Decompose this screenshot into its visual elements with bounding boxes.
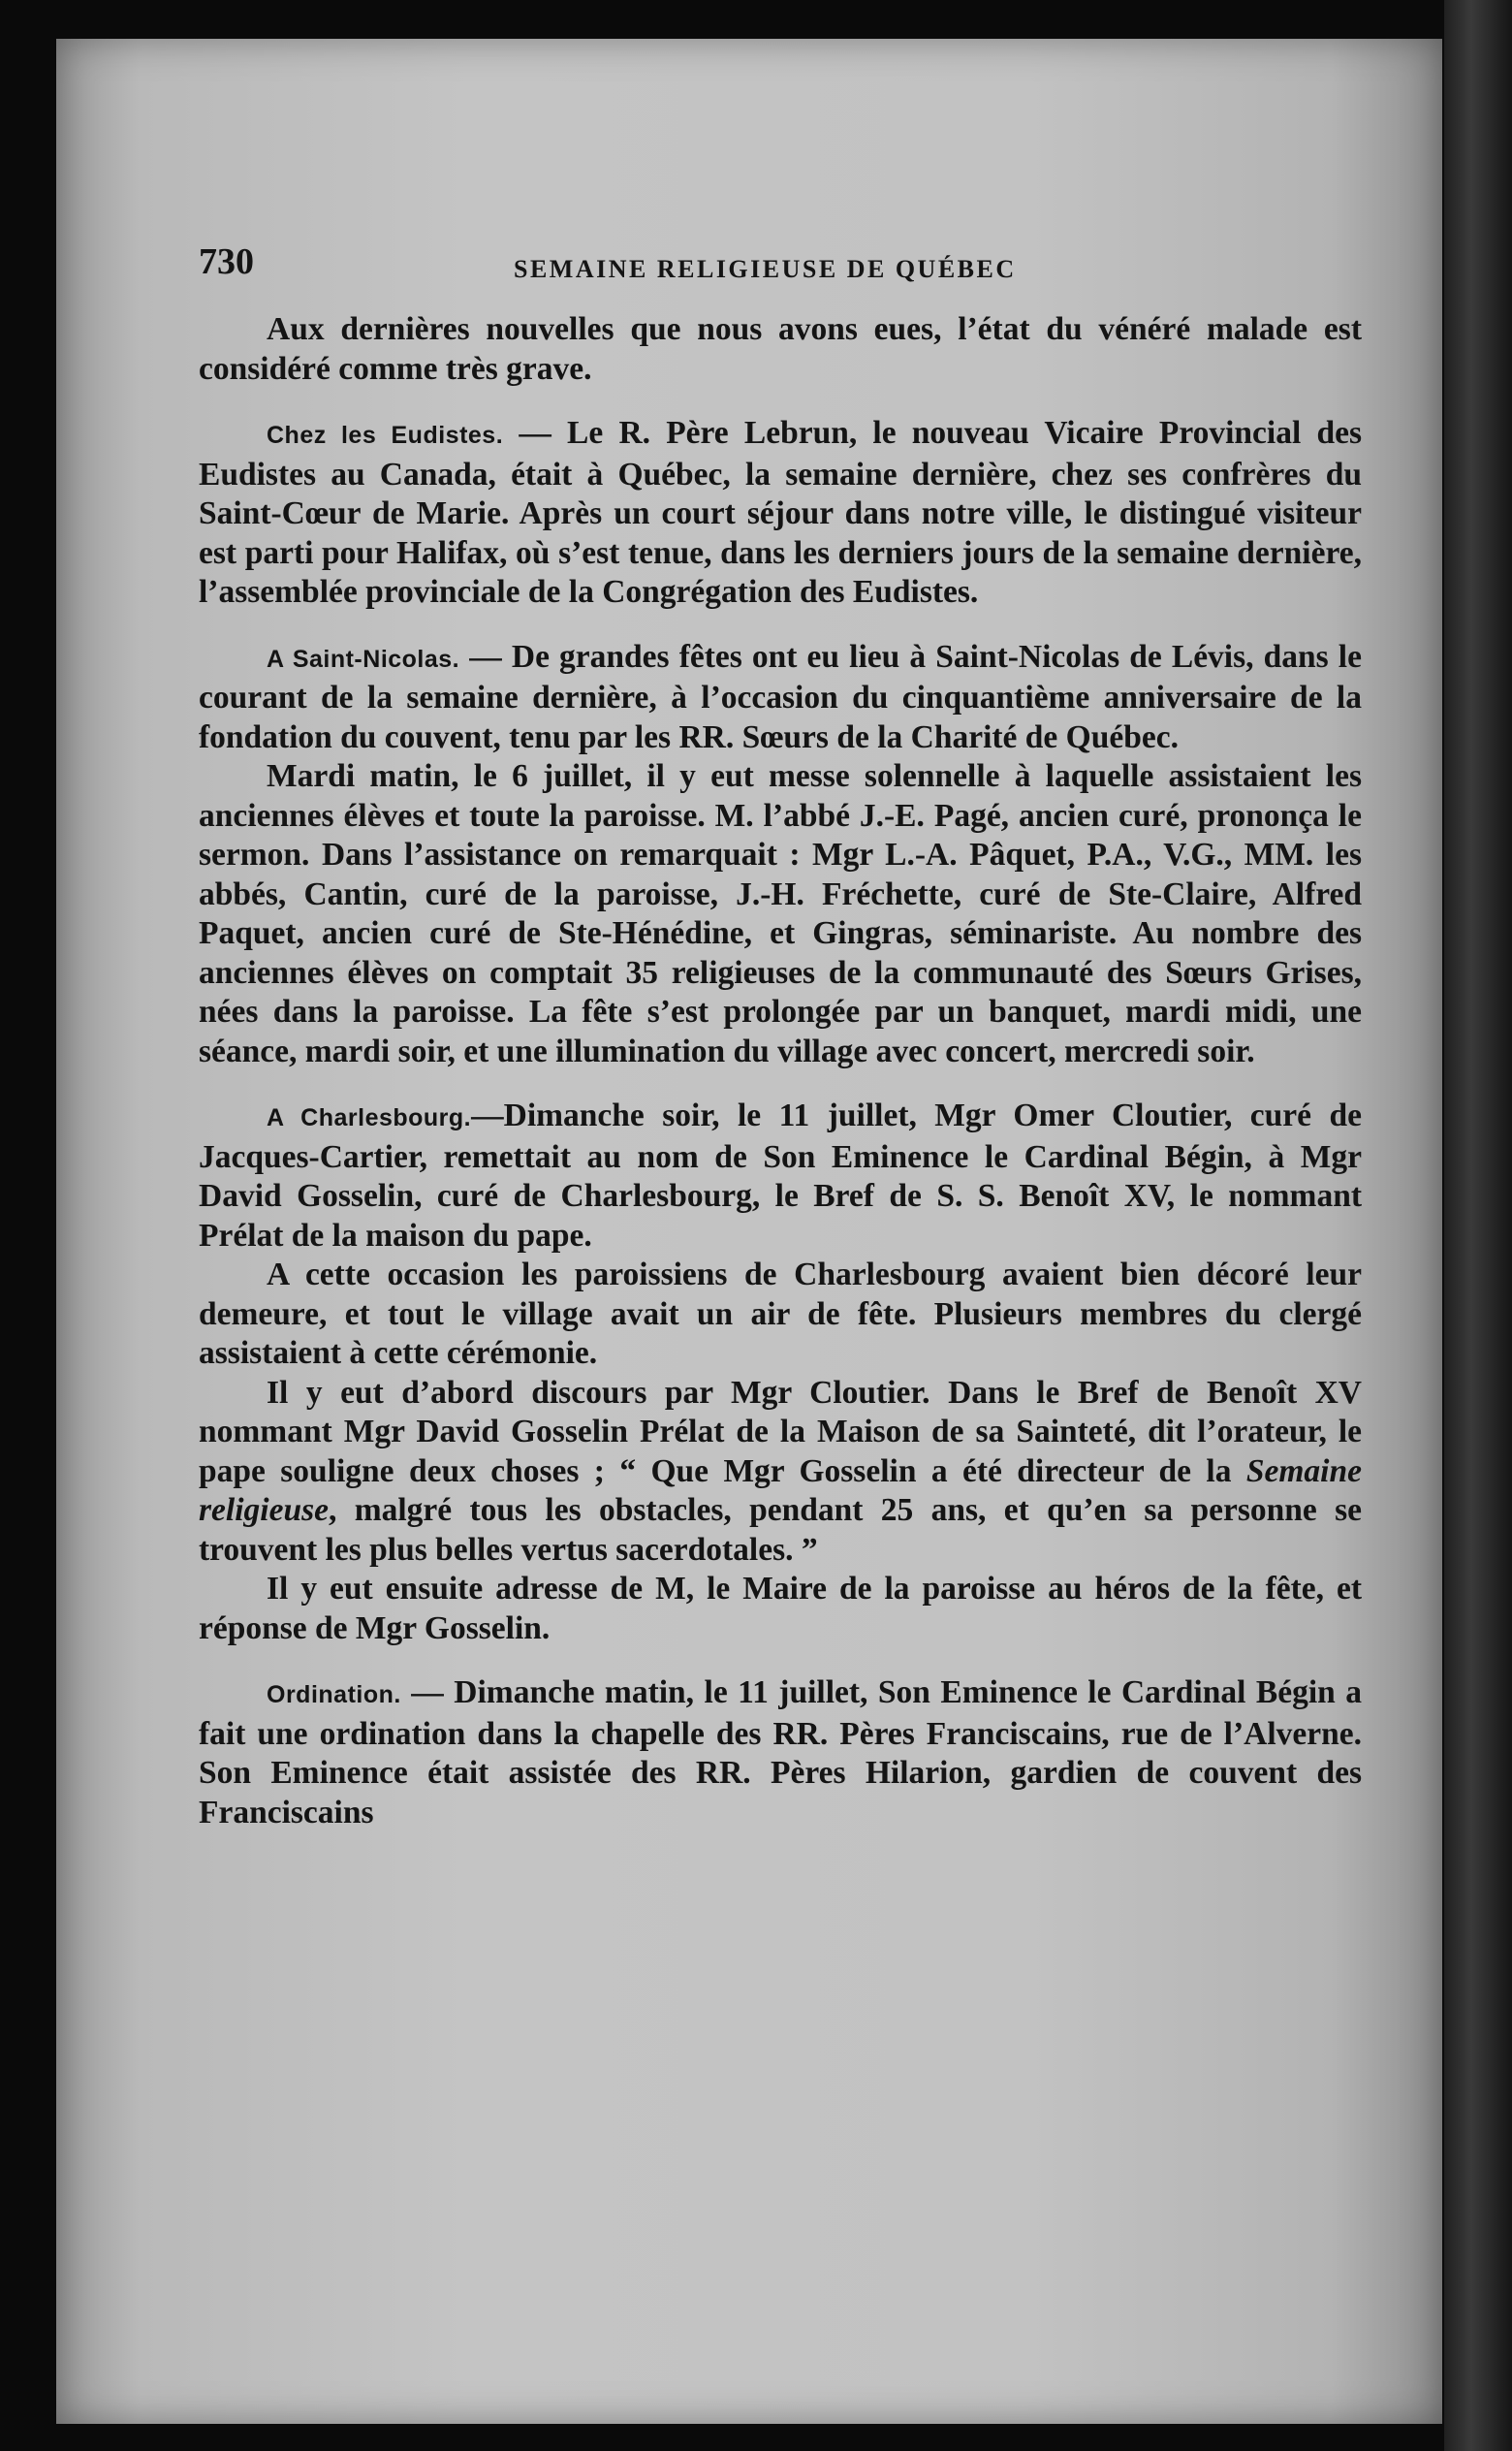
running-head xyxy=(199,242,1362,310)
saint-nicolas-heading: A Saint-Nicolas. xyxy=(267,645,460,673)
film-gutter xyxy=(1444,0,1512,2451)
page-number: 730 xyxy=(199,241,254,282)
charlesbourg-paragraph-2: A cette occasion les paroissiens de Charlesbourg avaient bien décoré leur demeure, et tout le village avait un air de fête. Plusieurs membres du clergé assistaient à cette cérémonie. xyxy=(199,1257,1362,1371)
eudistes-paragraph xyxy=(199,414,1362,613)
ordination-heading: Ordination. xyxy=(267,1681,401,1708)
charlesbourg-paragraph-4: Il y eut ensuite adresse de M, le Maire de la paroisse au héros de la fête, et réponse de Mgr Gosselin. xyxy=(199,1571,1362,1646)
intro-paragraph: Aux dernières nouvelles que nous avons eues, l’état du vénéré malade est considéré comme très grave. xyxy=(199,311,1362,387)
eudistes-heading: Chez les Eudistes. xyxy=(267,422,504,449)
saint-nicolas-paragraph xyxy=(199,638,1362,758)
eudistes-text: — Le R. Père Lebrun, le nouveau Vicaire Provincial des Eudistes au Canada, était à Québec, la semaine dernière, chez ses confrères du Saint-Cœur de Marie. Après un court séjour dans notre ville, le distingué visiteur est parti pour Halifax, où s’est tenue, dans les derniers jours de la semaine dernière, l’assemblée provinciale de la Congrégation des Eudistes. xyxy=(199,415,1362,610)
page-content xyxy=(199,242,1362,1832)
charlesbourg-text: —Dimanche soir, le 11 juillet, Mgr Omer Cloutier, curé de Jacques-Cartier, remettait au nom de Son Eminence le Cardinal Bégin, à Mgr David Gosselin, curé de Charlesbourg, le Bref de S. S. Benoît XV, le nommant Prélat de la maison du pape. xyxy=(199,1098,1363,1254)
charlesbourg-paragraph xyxy=(199,1097,1362,1256)
saint-nicolas-text: — De grandes fêtes ont eu lieu à Saint-Nicolas de Lévis, dans le courant de la semaine dernière, à l’occasion du cinquantième anniversaire de la fondation du couvent, tenu par les RR. Sœurs de la Charité de Québec. xyxy=(199,638,1362,755)
ordination-paragraph xyxy=(199,1673,1362,1832)
charlesbourg-p3-end: , malgré tous les obstacles, pendant 25 ans, et qu’en sa personne se trouvent les plus belles vertus sacerdotales. ” xyxy=(199,1492,1362,1568)
charlesbourg-p3-start: Il y eut d’abord discours par Mgr Cloutier. Dans le Bref de Benoît XV nommant Mgr David Gosselin Prélat de la Maison de sa Sainteté, dit l’orateur, le pape souligne deux choses ; “ Que Mgr Gosselin a été directeur de la xyxy=(199,1374,1362,1489)
saint-nicolas-paragraph-2: Mardi matin, le 6 juillet, il y eut messe solennelle à laquelle assistaient les anciennes élèves et toute la paroisse. M. l’abbé J.-E. Pagé, ancien curé, prononça le sermon. Dans l’assistance on remarquait : Mgr L.-A. Pâquet, P.A., V.G., MM. les abbés, Cantin, curé de la paroisse, J.-H. Fréchette, curé de Ste-Claire, Alfred Paquet, ancien curé de Ste-Hénédine, et Gingras, séminariste. Au nombre des anciennes élèves on comptait 35 religieuses de la communauté des Sœurs Grises, nées dans la paroisse. La fête s’est prolongée par un banquet, mardi midi, une séance, mardi soir, et une illumination du village avec concert, mercredi soir. xyxy=(199,758,1362,1069)
running-title: SEMAINE RELIGIEUSE DE QUÉBEC xyxy=(514,255,1017,283)
ordination-text: — Dimanche matin, le 11 juillet, Son Eminence le Cardinal Bégin a fait une ordination dans la chapelle des RR. Pères Franciscains, rue de l’Alverne. Son Eminence était assistée des RR. Pères Hilarion, gardien de couvent des Franciscains xyxy=(199,1674,1362,1830)
charlesbourg-paragraph-3 xyxy=(199,1374,1362,1571)
semaine-religieuse-title: Semaine religieuse xyxy=(199,1452,1362,1528)
charlesbourg-heading: A Charlesbourg. xyxy=(267,1104,472,1131)
